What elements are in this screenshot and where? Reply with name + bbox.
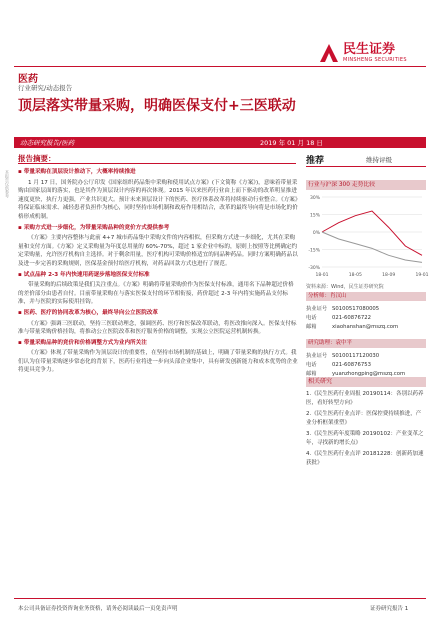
footer-rule (14, 598, 426, 599)
paragraph: 《方案》主要内容整体与此前 4+7 城市药品集中采购文件的内容相似，但采购方式进一步细化，尤其在采购量和支付方面。《方案》定义采购量为年度总用量的 60%-70%，超过 1 家企业中标的，原则上按照等比例确定约定采购量，允许医疗机构自主选择。对于剩余用量，医疗机构可采购价格适宜的同品种药品。同时方案明确药品以及进一步完善的采购规则，医保基金预付给医疗机构，对药品回款方式也进行了规范。 (18, 235, 298, 267)
contact-key: 电话 (306, 362, 317, 368)
contact-row (306, 351, 379, 359)
related-title: 相关研究 (306, 377, 426, 387)
x-tick-label: 18-01 (315, 273, 329, 278)
section-heading: ▪ 带量采购在顶层设计推动下，大概率持续推进 (18, 168, 298, 177)
x-tick-label: 18-09 (382, 273, 396, 278)
recommendation: 推荐 (306, 156, 325, 166)
report-title: 顶层落实带量采购，明确医保支付+三医联动 (18, 98, 296, 114)
contact-key: 电话 (306, 315, 317, 321)
contact-row (306, 369, 405, 377)
report-type: 行业研究/动态报告 (18, 84, 73, 92)
contact-key: 邮箱 (306, 324, 317, 330)
sidebar (306, 153, 429, 593)
contact-value: 021-60876722 (332, 315, 371, 321)
header-rule (14, 66, 426, 67)
contact-value[interactable]: yuanzhongping@mszq.com (332, 371, 406, 377)
contact-row (306, 313, 371, 321)
report-band (14, 137, 426, 148)
summary-rule (18, 163, 296, 164)
side-watermark: 本报告仅供参考 (5, 170, 10, 198)
paragraph: 1 月 17 日，国务院办公厅印发《国家组织药品集中采购和使用试点方案》(下文简称《方案》)，意味着带量采购由国家层面的落实，也是其作为顶层设计内容的再次体现。2015 年以来医药行业由上而下驱动的改革明显推进速度更快，执行力更强，产业共识更大。预计未来顶层设计下的医药、医疗体系改革将持续驱动行业整合。《方案》将保证临床需求、减轻患者负担作为核心，同时坚持市场机制和政府作用相结合，改革的最终导向将是市场化的价格形成机制。 (18, 179, 298, 220)
related-list (306, 390, 426, 470)
trend-chart (306, 193, 429, 279)
sector-label: 医药 (18, 74, 38, 85)
brand-logo-icon (318, 42, 340, 64)
contact-key: 执业证号 (306, 306, 328, 312)
related-item[interactable]: 1.《民生医药行业周报 20190114：各别以药养医，看好转型方向》 (306, 391, 424, 406)
y-tick-label: 30% (309, 196, 320, 201)
section-heading: ▪ 医药、医疗的协同改革为核心，最终导向公立医院改革 (18, 309, 298, 318)
section-heading: ▪ 试点品种 2-3 年内快速用药逐步落地医保支付标准 (18, 271, 298, 280)
contact-row (306, 322, 398, 330)
x-tick-label: 18-05 (348, 273, 362, 278)
y-tick-label: 15% (309, 213, 320, 219)
related-item[interactable]: 4.《民生医药行业点评 20181228：创新药加速获批》 (306, 451, 424, 466)
paragraph: 带量采购的后续政策是我们关注重点。《方案》明确将带量采购价作为医保支付标准，通用名下品种超过价格的差价部分由患者自付。目前带量采购在与落实医保支付的环节相衔接，药价超过 2-3 年内将实施药品支付标准，并与医院的实际使用挂钩。 (18, 282, 294, 306)
contact-key: 邮箱 (306, 371, 317, 377)
footer-page: 证券研究报告 1 (370, 606, 409, 612)
contact-key: 执业证号 (306, 353, 328, 359)
footer-disclaimer: 本公司具备证券投资咨询业务资格，请务必阅读最后一页免责声明 (18, 606, 178, 612)
contact-row (306, 304, 379, 312)
contact-value: S0100517080005 (332, 306, 380, 312)
related-item[interactable]: 3.《民生医药年度策略 20190102：产业变革之年，寻找新的增长点》 (306, 431, 424, 446)
contact-value[interactable]: xiaohanshan@mszq.com (332, 324, 399, 330)
chart-title: 行业与沪深 300 走势比较 (306, 180, 426, 190)
y-tick-label: 0% (312, 231, 320, 236)
brand-name-en: MINSHENG SECURITIES (343, 57, 407, 63)
contact-row (306, 360, 371, 368)
band-category: 动态研究报告/医药 (20, 139, 75, 147)
x-tick-label: 19-01 (415, 273, 429, 278)
sidebar-rule (306, 166, 426, 167)
summary-body (18, 167, 298, 377)
section-heading: ▪ 带量采购品种的竞价和价格调整方式为业内所关注 (18, 339, 298, 348)
researcher-title: 研究助理：袁中平 (306, 339, 426, 348)
band-date: 2019 年 01 月 18 日 (260, 139, 323, 147)
paragraph: 《方案》体现了带量采购作为顶层设计的重要性，在坚持市场机制的基础上，明确了带量采购的执行方式。我们认为在带量采购逐步常态化的背景下，医药行业将进一步向头部企业集中，具有研发创新能力和成本优势的企业将更具竞争力。 (18, 350, 298, 374)
paragraph: 《方案》强调三医联动，坚持三医联动理念，强调医药、医疗和医保改革联动，将医改推向深入。医保支付标准与带量采购价格挂钩，将推动公立医院改革和医疗服务价格的调整，实现公立医院运营机制转换。 (18, 320, 297, 336)
chart-source: 资料来源：Wind，民生证券研究院 (306, 284, 384, 290)
contact-value: S0100117120030 (332, 353, 380, 359)
section-heading: ▪ 采购方式进一步细化，为带量采购品种的竞价方式提供参考 (18, 224, 298, 233)
brand-name-cn: 民生证券 (343, 42, 396, 57)
y-tick-label: -30% (308, 266, 320, 271)
related-item[interactable]: 2.《民生医药行业点评：医保控费持续推进，产业分析框架重塑》 (306, 411, 422, 426)
analyst-title: 分析师：肖汉山 (306, 292, 426, 301)
y-tick-label: -15% (308, 248, 320, 254)
contact-value: 021-60876753 (332, 362, 371, 368)
summary-heading: 报告摘要： (18, 154, 56, 163)
brand-logo (318, 40, 430, 66)
rating: 维持评级 (366, 156, 392, 164)
